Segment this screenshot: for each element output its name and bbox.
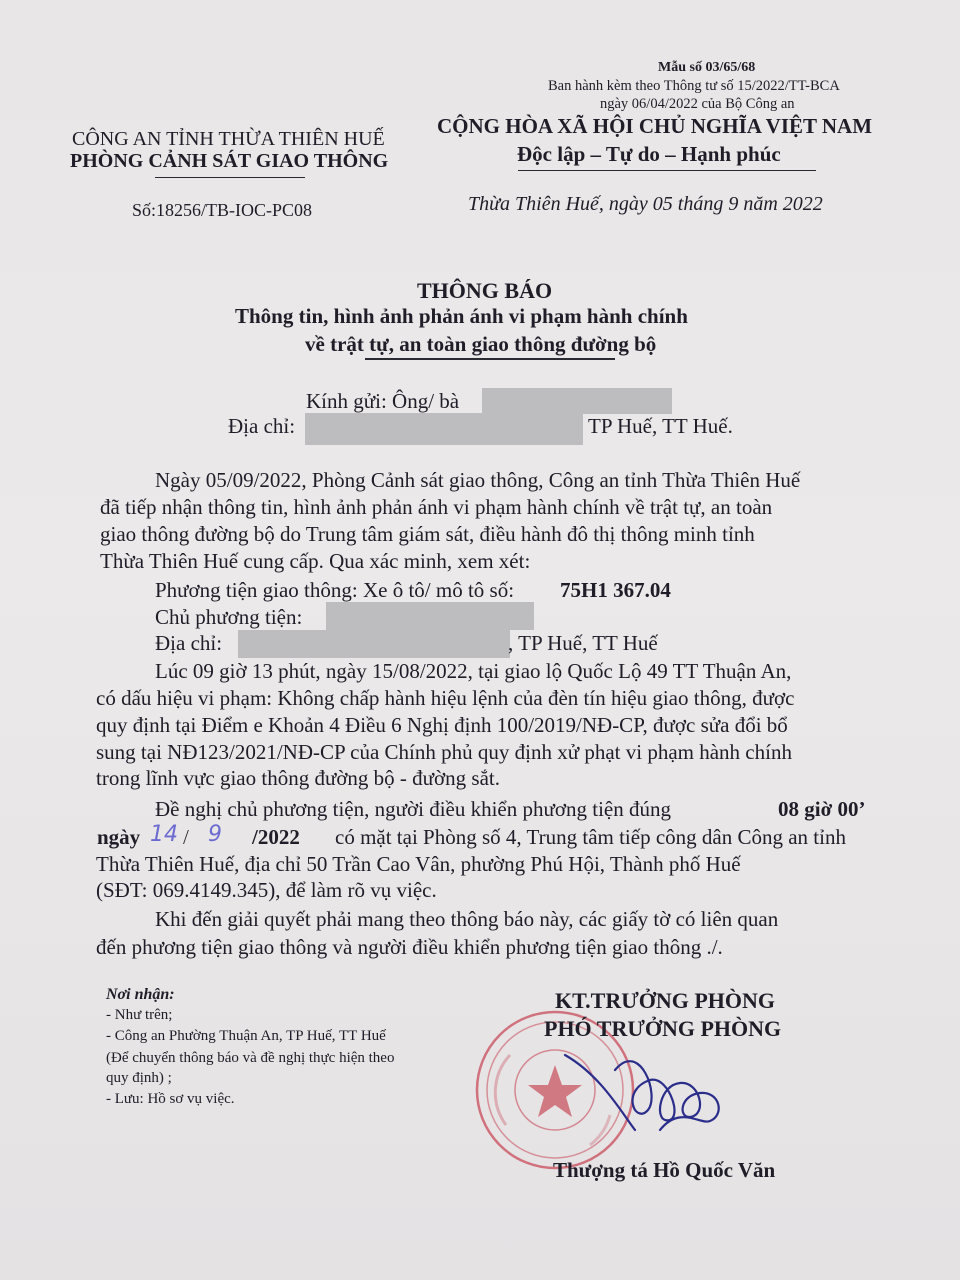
body-p2-line1: Lúc 09 giờ 13 phút, ngày 15/08/2022, tại giao lộ Quốc Lộ 49 TT Thuận An, — [155, 659, 792, 683]
document-title: THÔNG BÁO — [417, 278, 553, 303]
recipients-item-5: - Lưu: Hồ sơ vụ việc. — [106, 1091, 235, 1107]
signature-title-line1: KT.TRƯỞNG PHÒNG — [555, 988, 775, 1013]
document-number: Số:18256/TB-IOC-PC08 — [132, 200, 313, 220]
appointment-time: 08 giờ 00’ — [778, 797, 866, 821]
recipients-item-4: quy định) ; — [106, 1070, 172, 1086]
title-underline — [365, 358, 615, 360]
appointment-year: /2022 — [252, 825, 300, 849]
form-issued-date: ngày 06/04/2022 của Bộ Công an — [600, 96, 795, 112]
recipient-address-label: Địa chỉ: — [228, 414, 296, 438]
body-p2-line2: có dấu hiệu vi phạm: Không chấp hành hiệu lệnh của đèn tín hiệu giao thông, được — [96, 686, 795, 710]
handwritten-month: 9 — [208, 822, 222, 847]
recipients-heading: Nơi nhận: — [106, 986, 175, 1003]
recipient-address-suffix: TP Huế, TT Huế. — [588, 414, 733, 438]
signer-name: Thượng tá Hồ Quốc Văn — [553, 1158, 776, 1182]
recipients-item-3: (Để chuyển thông báo và đề nghị thực hiện theo — [106, 1050, 395, 1066]
owner-address-label: Địa chỉ: — [155, 631, 223, 655]
body-p2-line4: sung tại NĐ123/2021/NĐ-CP của Chính phủ quy định xử phạt vi phạm hành chính — [96, 740, 792, 764]
redacted-owner-address — [238, 630, 510, 658]
agency-parent: CÔNG AN TỈNH THỪA THIÊN HUẾ — [72, 128, 385, 150]
body-p3-line2: có mặt tại Phòng số 4, Trung tâm tiếp công dân Công an tỉnh — [335, 825, 846, 849]
body-p2-line5: trong lĩnh vực giao thông đường bộ - đường sắt. — [96, 766, 500, 790]
body-p1-line4: Thừa Thiên Huế cung cấp. Qua xác minh, xem xét: — [100, 549, 531, 573]
motto-underline — [518, 170, 816, 171]
redacted-recipient-name — [482, 388, 672, 414]
body-p4-line1: Khi đến giải quyết phải mang theo thông báo này, các giấy tờ có liên quan — [155, 907, 779, 931]
place-date: Thừa Thiên Huế, ngày 05 tháng 9 năm 2022 — [468, 193, 823, 215]
date-slash: / — [183, 825, 189, 849]
body-p1-line1: Ngày 05/09/2022, Phòng Cảnh sát giao thông, Công an tỉnh Thừa Thiên Huế — [155, 468, 801, 492]
recipient-label: Kính gửi: Ông/ bà — [306, 389, 460, 413]
body-p3-line4: (SĐT: 069.4149.345), để làm rõ vụ việc. — [96, 878, 437, 902]
national-title: CỘNG HÒA XÃ HỘI CHỦ NGHĨA VIỆT NAM — [437, 114, 873, 138]
vehicle-label: Phương tiện giao thông: Xe ô tô/ mô tô số: — [155, 578, 515, 602]
body-p3-line1: Đề nghị chủ phương tiện, người điều khiển phương tiện đúng — [155, 797, 671, 821]
owner-label: Chủ phương tiện: — [155, 605, 303, 629]
vehicle-plate: 75H1 367.04 — [560, 578, 671, 602]
redacted-owner-name — [326, 602, 534, 630]
document-subtitle-line2: về trật tự, an toàn giao thông đường bộ — [305, 332, 657, 356]
signature-title-line2: PHÓ TRƯỞNG PHÒNG — [544, 1016, 782, 1041]
agency-department: PHÒNG CẢNH SÁT GIAO THÔNG — [70, 150, 389, 172]
recipients-item-1: - Như trên; — [106, 1007, 173, 1023]
body-p4-line2: đến phương tiện giao thông và người điều khiển phương tiện giao thông ./. — [96, 935, 723, 959]
body-p1-line3: giao thông đường bộ do Trung tâm giám sát, điều hành đô thị thông minh tỉnh — [100, 522, 755, 546]
form-number: Mẫu số 03/65/68 — [658, 60, 756, 75]
agency-underline — [155, 177, 305, 178]
handwritten-signature — [560, 1035, 740, 1135]
owner-address-suffix: , TP Huế, TT Huế — [508, 631, 658, 655]
body-p1-line2: đã tiếp nhận thông tin, hình ảnh phản ánh vi phạm hành chính về trật tự, an toàn — [100, 495, 773, 519]
recipients-item-2: - Công an Phường Thuận An, TP Huế, TT Huế — [106, 1028, 386, 1044]
redacted-recipient-address — [305, 413, 583, 445]
body-p2-line3: quy định tại Điểm e Khoản 4 Điều 6 Nghị định 100/2019/NĐ-CP, được sửa đổi bổ — [96, 713, 788, 737]
document-subtitle-line1: Thông tin, hình ảnh phản ánh vi phạm hành chính — [235, 304, 688, 328]
body-p3-line3: Thừa Thiên Huế, địa chỉ 50 Trần Cao Vân, phường Phú Hội, Thành phố Huế — [96, 852, 741, 876]
national-motto: Độc lập – Tự do – Hạnh phúc — [517, 142, 781, 166]
appointment-day-label: ngày — [97, 825, 141, 849]
handwritten-day: 14 — [150, 822, 178, 847]
form-issued-with: Ban hành kèm theo Thông tư số 15/2022/TT-BCA — [548, 78, 840, 94]
